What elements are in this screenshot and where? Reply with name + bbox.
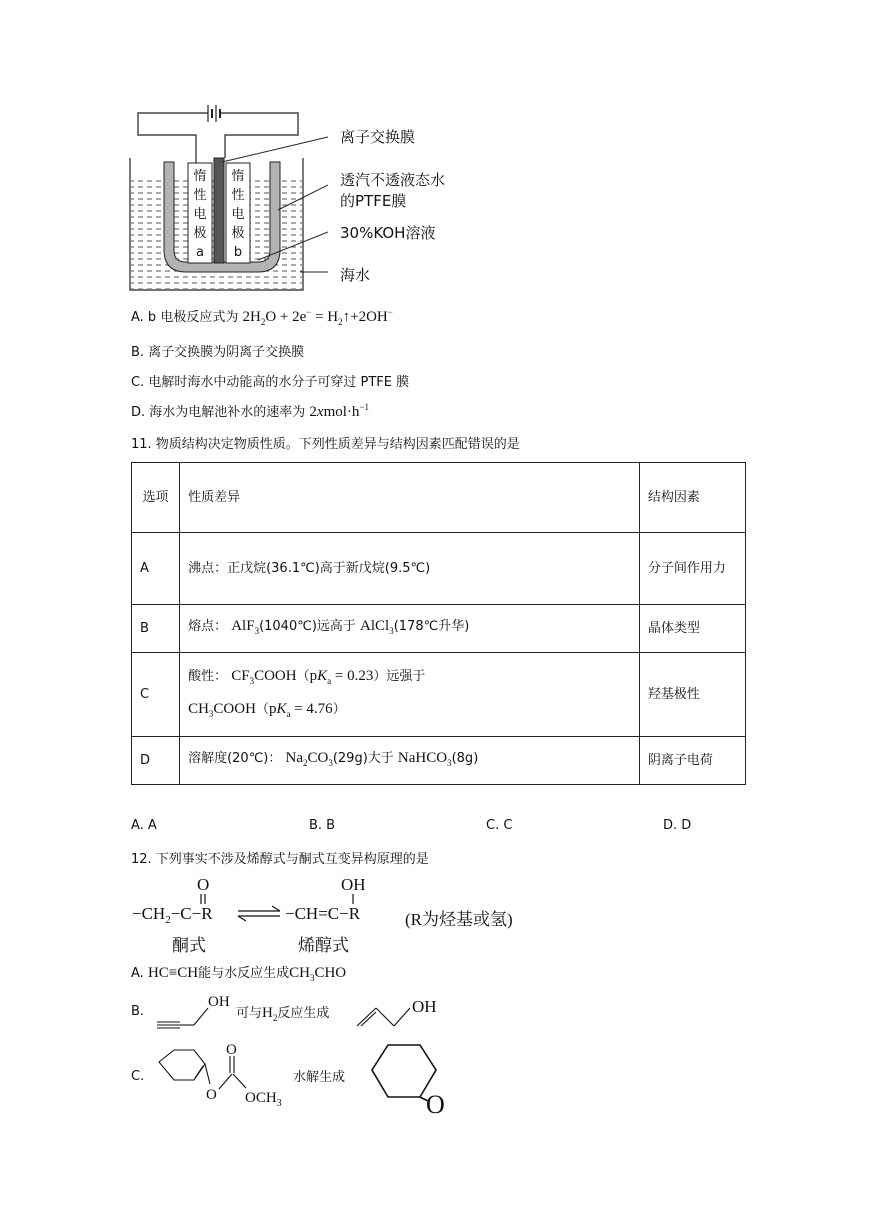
header-factor: 结构因素	[639, 463, 745, 533]
electrode-b-char: 电	[231, 207, 245, 222]
cyclohexanone-structure	[352, 1042, 452, 1118]
q10-option-c: C. 电解时海水中动能高的水分子可穿过 PTFE 膜	[131, 375, 410, 390]
label-koh-solution: 30%KOH溶液	[340, 224, 436, 242]
row-key: D	[132, 737, 180, 785]
svg-text:−CH=C−R: −CH=C−R	[285, 904, 361, 923]
q10-option-a-equation: $2H_2O + 2e^-$ = $H_2↑+2OH^-$	[242, 307, 393, 327]
electrode-a-char: 性	[193, 188, 207, 203]
q10-option-b: B. 离子交换膜为阴离子交换膜	[131, 345, 305, 360]
electrode-b-char: b	[233, 245, 243, 260]
table-row	[132, 463, 746, 533]
q11-choice-b: B. B	[309, 818, 336, 833]
svg-text:OCH3: $OCH_3$	[245, 1090, 282, 1109]
q12-option-a-text: 能与水反应生成	[198, 966, 290, 981]
label-ptfe-line-1: 透汽不透液态水	[340, 171, 446, 189]
svg-text:O: O	[197, 875, 210, 894]
row-key: B	[132, 605, 180, 653]
q10-option-d	[131, 401, 369, 421]
svg-text:OH: OH	[412, 997, 437, 1016]
label-seawater: 海水	[340, 266, 371, 284]
q12-option-b-text-1: 可与	[236, 1006, 263, 1021]
q11-table	[131, 462, 746, 785]
q10-option-d-prefix: D. 海水为电解池补水的速率为	[131, 405, 306, 420]
electrode-b-char: 惰	[231, 169, 245, 184]
acetylene: HC≡CH	[147, 965, 199, 981]
label-ptfe-line-2: 的PTFE膜	[340, 192, 407, 210]
q11-choice-c: C. C	[486, 818, 513, 833]
q10-option-d-rate: $2xmol\cdot h^{-1}$	[309, 402, 370, 420]
wire-right	[220, 113, 298, 158]
leader-membrane	[222, 137, 328, 162]
electrode-a-char: a	[196, 245, 204, 260]
header-property: 性质差异	[180, 463, 640, 533]
table-row	[132, 533, 746, 605]
acetaldehyde: $CH_3CHO$	[289, 965, 347, 983]
electrode-b-char: 性	[231, 188, 245, 203]
row-diff: 沸点：正戊烷(36.1℃)高于新戊烷(9.5℃)	[180, 533, 640, 605]
q10-option-a	[131, 306, 393, 327]
q11-choice-d: D. D	[663, 818, 692, 833]
q11-stem: 11. 物质结构决定物质性质。下列性质差异与结构因素匹配错误的是	[131, 437, 520, 452]
q12-option-c-text: 水解生成	[293, 1070, 346, 1085]
svg-text:O: O	[226, 1042, 237, 1058]
ion-exchange-membrane	[214, 158, 224, 263]
svg-text:−CH2−C−R: $-CH_2-C-R$	[132, 904, 213, 926]
table-row	[132, 737, 746, 785]
svg-text:OH: OH	[341, 875, 366, 894]
row-factor: 晶体类型	[639, 605, 745, 653]
propargyl-alcohol-structure	[152, 992, 236, 1032]
q11-choice-a: A. A	[131, 818, 157, 833]
q12-option-b-text-2: 反应生成	[277, 1006, 330, 1021]
row-diff: 熔点： AlF$_3$(1040℃)远高于 AlCl$_3$(178℃升华)	[180, 605, 640, 653]
table-row	[132, 653, 746, 737]
electrode-a-char: 惰	[193, 169, 207, 184]
svg-text:O: O	[206, 1087, 217, 1103]
wire-left	[138, 113, 208, 163]
hydrogen: $H_2$	[262, 1005, 278, 1023]
row-factor: 羟基极性	[639, 653, 745, 737]
enol-carbonate-structure	[152, 1040, 300, 1114]
row-key: C	[132, 653, 180, 737]
q12-option-a: A. HC≡CH能与水反应生成$CH_3CHO$	[131, 965, 347, 983]
row-factor: 分子间作用力	[639, 533, 745, 605]
electrode-a-char: 电	[193, 207, 207, 222]
q12-option-b-prefix: B.	[131, 1004, 145, 1019]
r-note: (R为烃基或氢)	[405, 910, 513, 929]
row-key: A	[132, 533, 180, 605]
header-option: 选项	[132, 463, 180, 533]
allyl-alcohol-structure	[352, 992, 452, 1032]
q10-option-a-prefix: A. b 电极反应式为	[131, 310, 239, 325]
electrolysis-diagram	[128, 100, 328, 295]
row-diff: 酸性： $CF_3COOH(pK_a = 0.23)$远强于 $CH_3COOH(pK_a = 4.76)$	[180, 653, 640, 737]
electrode-a-char: 极	[193, 226, 207, 241]
svg-text:OH: OH	[208, 994, 230, 1010]
q12-stem: 12. 下列事实不涉及烯醇式与酮式互变异构原理的是	[131, 852, 429, 867]
q12-option-b-text	[236, 1002, 329, 1023]
electrode-b-char: 极	[231, 226, 245, 241]
q12-option-c-prefix: C.	[131, 1069, 145, 1084]
table-row	[132, 605, 746, 653]
label-ion-exchange-membrane: 离子交换膜	[340, 128, 416, 146]
enol-label: 烯醇式	[298, 936, 349, 956]
keto-label: 酮式	[172, 936, 206, 956]
svg-text:O: O	[426, 1090, 445, 1118]
row-diff: 溶解度(20℃)： $Na_2CO_3(29g)$大于 NaHCO$_3$(8g)	[180, 737, 640, 785]
row-factor: 阴离子电荷	[639, 737, 745, 785]
